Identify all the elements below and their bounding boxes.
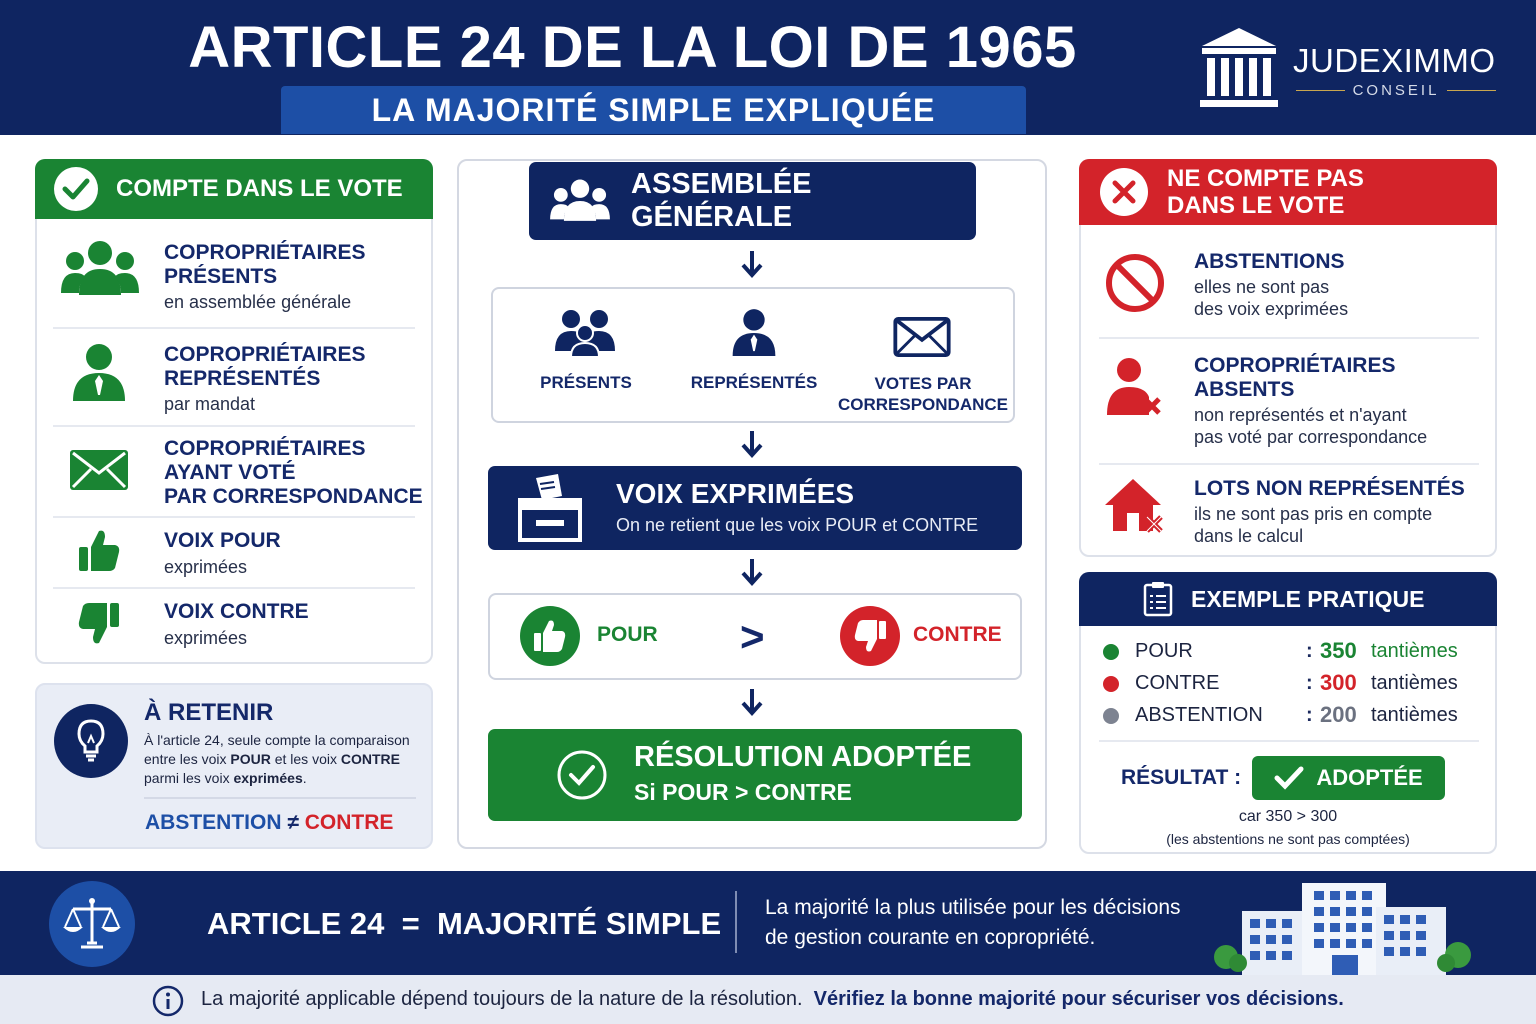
- contre-label: CONTRE: [913, 623, 1002, 646]
- not-counted-heading: NE COMPTE PAS DANS LE VOTE: [1167, 165, 1364, 219]
- row-colon: :: [1306, 672, 1313, 694]
- type-label: REPRÉSENTÉS: [690, 373, 818, 392]
- check-circle-icon: [53, 166, 99, 212]
- list-item: [164, 437, 423, 509]
- not-counted-panel: [1079, 159, 1497, 557]
- divider: [53, 587, 415, 589]
- result-badge-label: ADOPTÉE: [1316, 765, 1423, 790]
- retenir-line: À l'article 24, seule compte la comparaison: [144, 732, 410, 748]
- item-title: PAR CORRESPONDANCE: [164, 485, 423, 508]
- item-sub: en assemblée générale: [164, 292, 352, 312]
- item-title: COPROPRIÉTAIRES: [1194, 354, 1396, 377]
- row-colon: :: [1306, 640, 1313, 662]
- table-row: [1103, 704, 1483, 736]
- item-sub: non représentés et n'ayant: [1194, 405, 1407, 425]
- item-title: VOIX CONTRE: [164, 600, 309, 623]
- item-title: ABSTENTIONS: [1194, 250, 1345, 273]
- clipboard-icon: [1143, 581, 1173, 617]
- flow-panel: [457, 159, 1047, 849]
- row-value: 350: [1320, 638, 1357, 663]
- footer-text: La majorité la plus utilisée pour les décisions de gestion courante en copropriété.: [765, 896, 1181, 949]
- row-value: 200: [1320, 702, 1357, 727]
- assemblee-label: ASSEMBLÉE GÉNÉRALE: [631, 168, 812, 233]
- voix-box: [488, 466, 1022, 550]
- voix-sub: On ne retient que les voix POUR et CONTRE: [616, 515, 979, 535]
- counts-panel: [35, 159, 433, 664]
- formula: [145, 811, 393, 835]
- person-x-icon: [1105, 357, 1165, 419]
- list-item: [1194, 354, 1427, 448]
- list-item: [164, 343, 365, 415]
- item-sub: exprimées: [164, 628, 248, 648]
- voix-title: VOIX EXPRIMÉES: [616, 478, 855, 509]
- item-sub: pas voté par correspondance: [1194, 427, 1428, 447]
- row-label: CONTRE: [1135, 672, 1220, 694]
- item-sub: exprimées: [164, 557, 248, 577]
- divider: [53, 327, 415, 329]
- page-subtitle: LA MAJORITÉ SIMPLE EXPLIQUÉE: [371, 91, 936, 128]
- item-title: COPROPRIÉTAIRES: [164, 241, 366, 264]
- envelope-icon: [893, 317, 951, 357]
- retenir-title: À RETENIR: [144, 699, 274, 726]
- example-header: [1079, 572, 1497, 626]
- result-note: (les abstentions ne sont pas comptées): [1166, 831, 1410, 847]
- formula-op: ≠: [287, 811, 299, 834]
- person-tie-icon: [731, 305, 777, 361]
- divider: [1099, 463, 1479, 465]
- dot-icon: [1103, 708, 1119, 724]
- bottom-text: [201, 988, 1344, 1011]
- comparison-box: [488, 593, 1022, 680]
- example-heading: EXEMPLE PRATIQUE: [1191, 585, 1425, 612]
- x-circle-icon: [1099, 167, 1149, 217]
- row-label: POUR: [1135, 640, 1193, 662]
- divider: [144, 797, 416, 799]
- thumbs-up-icon: [520, 606, 580, 666]
- participants-box: [491, 287, 1015, 423]
- retenir-line: parmi les voix exprimées.: [144, 770, 307, 786]
- divider: [53, 425, 415, 427]
- page-title: ARTICLE 24 DE LA LOI DE 1965: [188, 15, 1077, 80]
- building-columns-icon: [1198, 26, 1280, 110]
- row-colon: :: [1306, 704, 1313, 726]
- arrow-down-icon: [737, 557, 767, 587]
- item-title: REPRÉSENTÉS: [164, 367, 321, 390]
- type-label: [833, 373, 1013, 415]
- table-row: [1103, 672, 1483, 704]
- item-sub: par mandat: [164, 394, 256, 414]
- arrow-down-icon: [737, 687, 767, 717]
- house-x-icon: [1103, 477, 1167, 535]
- item-title: LOTS NON REPRÉSENTÉS: [1194, 477, 1465, 500]
- person-tie-icon: [71, 343, 127, 403]
- table-row: [1103, 640, 1483, 672]
- lightbulb-icon: [53, 703, 129, 779]
- dot-icon: [1103, 676, 1119, 692]
- not-counted-header: [1079, 159, 1497, 225]
- arrow-down-icon: [737, 249, 767, 279]
- thumbs-up-icon: [77, 527, 121, 573]
- checkmark-icon: [1274, 765, 1304, 791]
- prohibited-icon: [1105, 253, 1165, 313]
- footer-divider: [735, 891, 737, 953]
- resolution-sub: Si POUR > CONTRE: [634, 779, 852, 805]
- bottom-text-bold: Vérifiez la bonne majorité pour sécuriser vos décisions.: [813, 988, 1344, 1010]
- thumbs-down-icon: [840, 606, 900, 666]
- logo-sub-text: CONSEIL: [1352, 82, 1440, 99]
- resolution-box: [488, 729, 1022, 821]
- building-illustration: [1212, 881, 1478, 975]
- example-panel: [1079, 572, 1497, 854]
- item-title: COPROPRIÉTAIRES: [164, 437, 366, 460]
- list-item: [1194, 477, 1465, 547]
- item-title: COPROPRIÉTAIRES: [164, 343, 366, 366]
- bottom-info-bar: [0, 975, 1536, 1024]
- row-unit: tantièmes: [1371, 672, 1458, 694]
- type-label: PRÉSENTS: [540, 373, 632, 392]
- counts-panel-header: [35, 159, 433, 219]
- divider: [53, 516, 415, 518]
- formula-right: CONTRE: [304, 811, 394, 834]
- assemblee-box: [529, 162, 976, 240]
- scales-icon: [49, 881, 135, 967]
- item-title: ABSENTS: [1194, 378, 1295, 401]
- info-icon: [152, 985, 184, 1017]
- item-sub: des voix exprimées: [1194, 299, 1349, 319]
- row-unit: tantièmes: [1371, 704, 1458, 726]
- header-banner: [0, 0, 1536, 135]
- arrow-down-icon: [737, 429, 767, 459]
- row-unit: tantièmes: [1371, 640, 1458, 662]
- item-sub: ils ne sont pas pris en compte: [1194, 504, 1433, 524]
- footer-title: ARTICLE 24 = MAJORITÉ SIMPLE: [207, 906, 722, 941]
- bottom-text-regular: La majorité applicable dépend toujours de la nature de la résolution.: [201, 988, 803, 1010]
- list-item: [164, 529, 281, 578]
- list-item: [164, 241, 365, 313]
- divider: [1099, 740, 1479, 742]
- subtitle-bar: [281, 86, 1026, 134]
- item-sub: elles ne sont pas: [1194, 277, 1330, 297]
- people-group-icon: [549, 178, 611, 224]
- envelope-icon: [69, 449, 129, 491]
- logo-sub: [1296, 82, 1496, 99]
- ballot-box-icon: [518, 474, 582, 542]
- people-group-icon: [553, 309, 617, 359]
- list-item: [1194, 250, 1348, 320]
- footer-banner: [0, 871, 1536, 975]
- result-label: RÉSULTAT :: [1121, 766, 1242, 789]
- people-group-icon: [61, 239, 139, 299]
- resolution-title: RÉSOLUTION ADOPTÉE: [634, 741, 972, 773]
- result-badge: [1252, 756, 1445, 800]
- result-note: car 350 > 300: [1238, 808, 1338, 825]
- retenir-panel: [35, 683, 433, 849]
- item-sub: dans le calcul: [1194, 526, 1304, 546]
- logo-name: JUDEXIMMO: [1293, 42, 1496, 79]
- counts-heading: COMPTE DANS LE VOTE: [116, 175, 403, 202]
- formula-left: ABSTENTION: [145, 811, 282, 834]
- type-label-line: CORRESPONDANCE: [837, 395, 1009, 414]
- pour-label: POUR: [597, 623, 658, 646]
- check-circle-icon: [556, 749, 608, 801]
- dot-icon: [1103, 644, 1119, 660]
- divider: [1099, 337, 1479, 339]
- retenir-text: [144, 731, 429, 788]
- example-rows: [1103, 640, 1483, 736]
- item-title: PRÉSENTS: [164, 265, 278, 288]
- item-title: AYANT VOTÉ: [164, 461, 296, 484]
- thumbs-down-icon: [77, 601, 121, 647]
- list-item: [164, 600, 309, 649]
- row-label: ABSTENTION: [1135, 704, 1263, 726]
- gt-sign: >: [740, 613, 765, 660]
- type-label-line: VOTES PAR: [874, 374, 972, 393]
- row-value: 300: [1320, 670, 1357, 695]
- retenir-line: entre les voix POUR et les voix CONTRE: [144, 751, 400, 767]
- item-title: VOIX POUR: [164, 529, 281, 552]
